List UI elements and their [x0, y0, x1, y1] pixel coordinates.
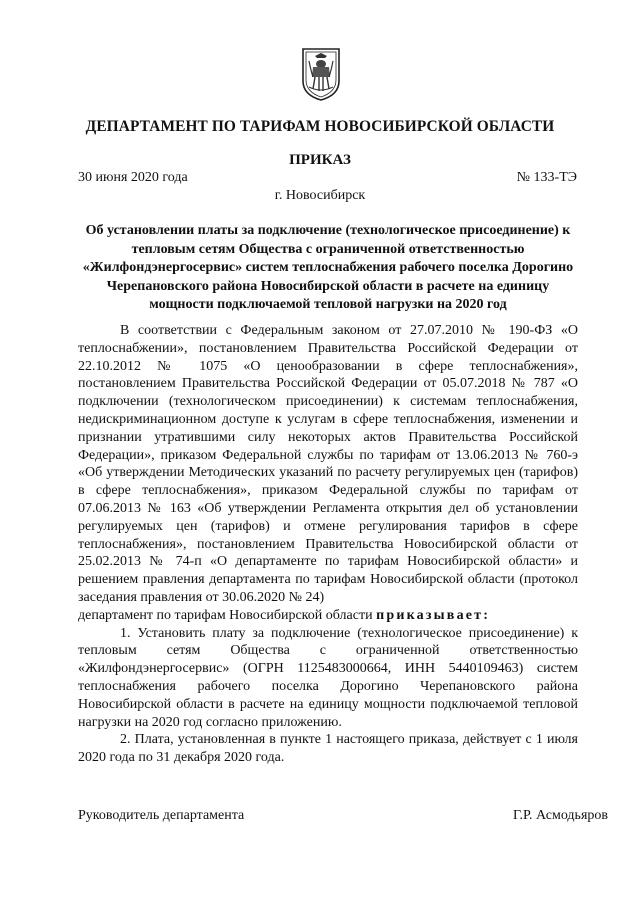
item-2-paragraph: 2. Плата, установленная в пункте 1 настоящего приказа, действует с 1 июля 2020 года по 31 декабря 2020 года.: [78, 732, 578, 766]
preamble-paragraph: В соответствии с Федеральным законом от 27.07.2010 № 190-ФЗ «О теплоснабжении», постановлением Правительства Российской Федерации от 22.10.2012 № 1075 «О ценообразовании в сфере теплоснабжения», постановлением Правительства Российской Федерации от 05.07.2018 № 787 «О подключении (технологическом присоединении) к системам теплоснабжения, недискриминационном доступе к услугам в сфере теплоснабжения, изменении и признании утратившими силу некоторых актов Правительства Российской Федерации», приказом Федеральной службы по тарифам от 13.06.2013 № 760-э «Об утверждении Методических указаний по расчету регулируемых цен (тарифов) в сфере теплоснабжения», приказом Федеральной службы по тарифам от 07.06.2013 № 163 «Об утверждении Регламента открытия дел об установлении регулируемых цен (тарифов) и отмене регулирования тарифов в сфере теплоснабжения», постановлением Правительства Новосибирской области от 25.02.2013 № 74-п «О департаменте по тарифам Новосибирской области» и решением правления департамента по тарифам Новосибирской области (протокол заседания правления от 30.06.2020 № 24): [78, 323, 578, 605]
order-city: г. Новосибирск: [274, 188, 366, 203]
order-title: Об установлении платы за подключение (технологическое присоединение) к тепловым сетям Общества с ограниченной ответственностью «Жилфондэнергосервис» систем теплоснабжения рабочего поселка Дорогино Черепановского района Новосибирской области в расчете на единицу мощности подключаемой тепловой нагрузки на 2020 год: [82, 223, 574, 313]
signature-position: Руководитель департамента: [78, 808, 245, 823]
order-body: [78, 322, 578, 767]
decree-line: [78, 607, 578, 625]
decree-prefix: департамент по тарифам Новосибирской области: [78, 607, 373, 623]
decree-word: приказывает:: [376, 607, 491, 623]
item-1-paragraph: 1. Установить плату за подключение (технологическое присоединение) к тепловым сетям Общества с ограниченной ответственностью «Жилфондэнергосервис» (ОГРН 1125483000664, ИНН 5440109463) систем теплоснабжения рабочего поселка Дорогино Черепановского района Новосибирской области в расчете на единицу мощности подключаемой тепловой нагрузки на 2020 год согласно приложению.: [78, 625, 578, 730]
coat-of-arms-emblem: [299, 47, 343, 101]
order-heading: ПРИКАЗ: [289, 152, 351, 168]
order-number: № 133-ТЭ: [516, 170, 577, 185]
department-heading: ДЕПАРТАМЕНТ ПО ТАРИФАМ НОВОСИБИРСКОЙ ОБЛАСТИ: [85, 118, 555, 135]
order-date: 30 июня 2020 года: [78, 170, 188, 185]
signature-name: Г.Р. Асмодьяров: [512, 808, 608, 823]
